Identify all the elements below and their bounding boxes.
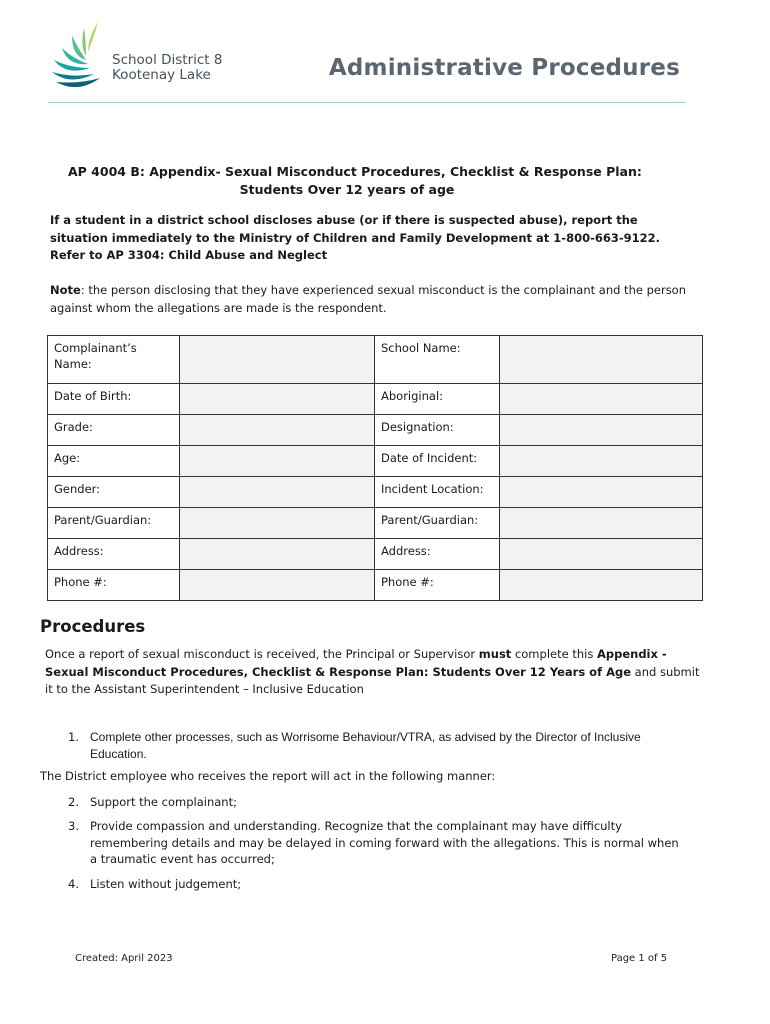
document-title-line-2: Students Over 12 years of age: [239, 182, 455, 197]
district-logo-icon: [48, 20, 114, 92]
form-label: Address:: [48, 539, 180, 570]
form-row: [48, 570, 703, 601]
respondent-phone-field[interactable]: [500, 570, 703, 601]
form-label: Incident Location:: [375, 477, 500, 508]
list-text: Support the complainant;: [90, 795, 237, 809]
list-number: 4.: [68, 877, 79, 891]
student-info-form: [47, 335, 703, 601]
form-label: Phone #:: [375, 570, 500, 601]
abuse-reporting-notice: If a student in a district school discloses abuse (or if there is suspected abuse), report the situation immediately to the Ministry of Children and Family Development at 1-800-663-9122. Refer to AP 3304: Child Abuse and Neglect: [50, 213, 661, 262]
form-label: Date of Birth:: [48, 384, 180, 415]
procedures-intro-text: Once a report of sexual misconduct is received, the Principal or Supervisor: [45, 647, 479, 661]
form-row: [48, 415, 703, 446]
complainant-address-field[interactable]: [180, 539, 375, 570]
grade-field[interactable]: [180, 415, 375, 446]
form-label: Parent/Guardian:: [375, 508, 500, 539]
form-row: [48, 384, 703, 415]
procedures-intro: [45, 646, 705, 699]
form-row: [48, 477, 703, 508]
form-label: Date of Incident:: [375, 446, 500, 477]
incident-location-field[interactable]: [500, 477, 703, 508]
form-label: Age:: [48, 446, 180, 477]
school-name-field[interactable]: [500, 336, 703, 384]
form-row: [48, 539, 703, 570]
form-label: Grade:: [48, 415, 180, 446]
list-text: Listen without judgement;: [90, 877, 242, 891]
page-number: Page 1 of 5: [611, 953, 668, 964]
list-number: 2.: [68, 795, 79, 809]
list-text: Complete other processes, such as Worrisome Behaviour/VTRA, as advised by the Director of Inclusive Education.: [90, 730, 641, 761]
procedures-heading: Procedures: [40, 617, 146, 636]
note-text: : the person disclosing that they have experienced sexual misconduct is the complainant and the person against whom the allegations are made is the respondent.: [50, 283, 687, 315]
note-label: Note: [50, 283, 81, 297]
form-label: Gender:: [48, 477, 180, 508]
date-of-birth-field[interactable]: [180, 384, 375, 415]
note-paragraph: [50, 282, 690, 317]
form-label: Parent/Guardian:: [48, 508, 180, 539]
form-row: [48, 446, 703, 477]
created-date: Created: April 2023: [75, 953, 173, 964]
aboriginal-field[interactable]: [500, 384, 703, 415]
appendix-name: Appendix - Sexual Misconduct Procedures, Checklist & Response Plan: Students Over 12 Years of Age: [45, 647, 667, 679]
complainant-parent-guardian-field[interactable]: [180, 508, 375, 539]
list-text: Provide compassion and understanding. Recognize that the complainant may have difficulty remembering details and may be delayed in coming forward with the allegations. This is normal when a traumatic event has occurred;: [90, 819, 679, 866]
procedures-intro-text: complete this: [511, 647, 597, 661]
form-row: [48, 336, 703, 384]
must-emphasis: must: [478, 647, 512, 661]
form-label: Address:: [375, 539, 500, 570]
procedures-intro-text: and submit it to the Assistant Superintendent – Inclusive Education: [45, 664, 700, 696]
list-number: 1.: [68, 730, 79, 744]
date-of-incident-field[interactable]: [500, 446, 703, 477]
form-label: Complainant’s Name:: [48, 336, 180, 384]
gender-field[interactable]: [180, 477, 375, 508]
list-number: 3.: [68, 819, 79, 833]
form-label: Aboriginal:: [375, 384, 500, 415]
header-title: Administrative Procedures: [328, 55, 680, 81]
header-divider: [48, 102, 686, 103]
form-label: Designation:: [375, 415, 500, 446]
respondent-parent-guardian-field[interactable]: [500, 508, 703, 539]
district-name: [112, 53, 222, 83]
form-label: Phone #:: [48, 570, 180, 601]
district-employee-instruction: The District employee who receives the report will act in the following manner:: [40, 769, 496, 783]
logo-line-1: School District 8: [112, 52, 223, 68]
logo-line-2: Kootenay Lake: [112, 67, 211, 83]
age-field[interactable]: [180, 446, 375, 477]
form-row: [48, 508, 703, 539]
complainant-phone-field[interactable]: [180, 570, 375, 601]
complainant-name-field[interactable]: [180, 336, 375, 384]
designation-field[interactable]: [500, 415, 703, 446]
document-title: [50, 163, 644, 199]
document-title-line-1: AP 4004 B: Appendix- Sexual Misconduct Procedures, Checklist & Response Plan:: [68, 164, 642, 179]
respondent-address-field[interactable]: [500, 539, 703, 570]
form-label: School Name:: [375, 336, 500, 384]
